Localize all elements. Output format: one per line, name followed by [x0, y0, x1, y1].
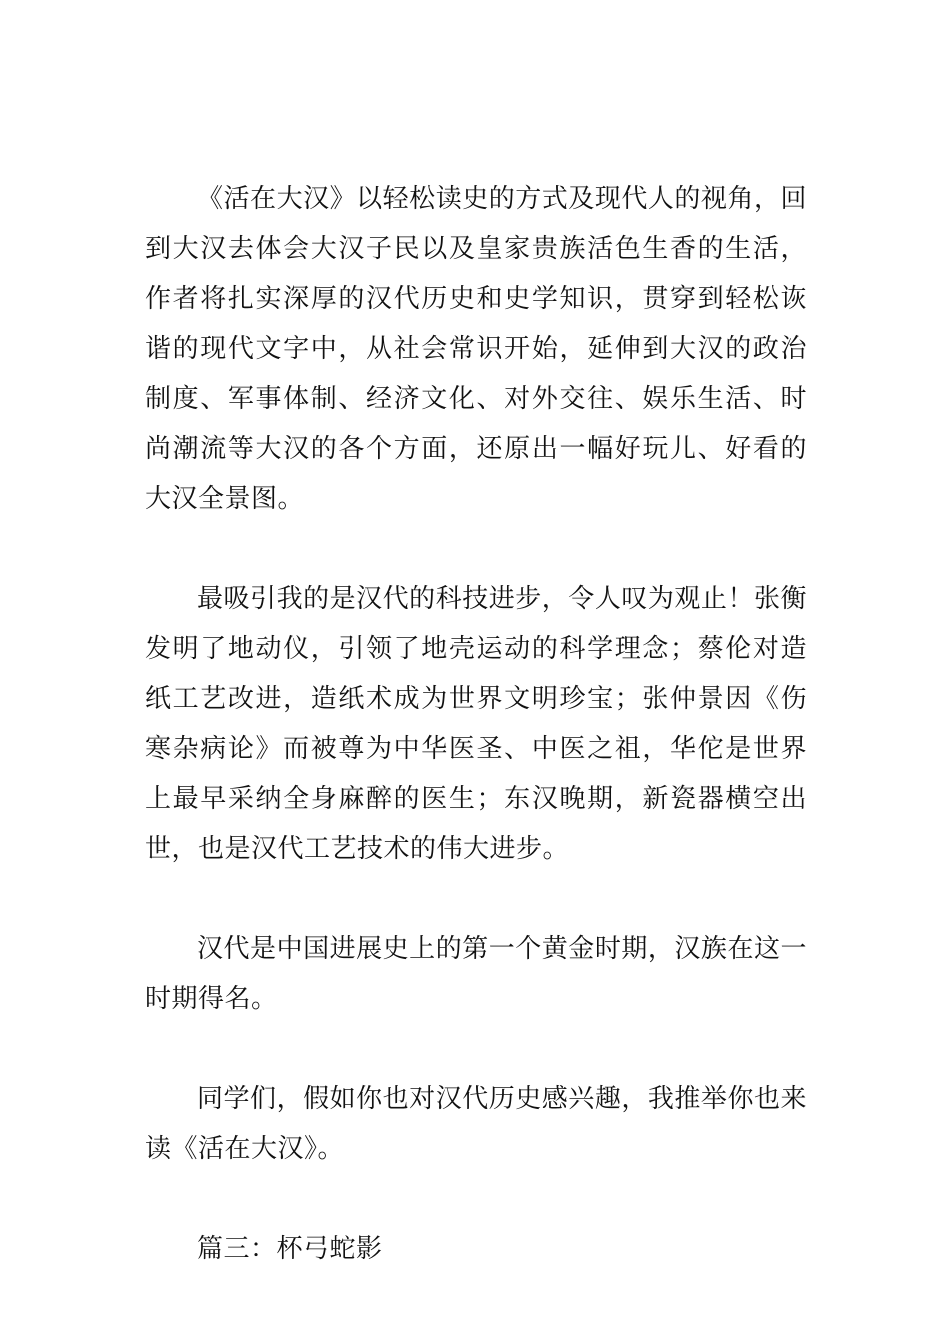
paragraph-book-intro: 《活在大汉》以轻松读史的方式及现代人的视角，回到大汉去体会大汉子民以及皇家贵族活色生香的生活，作者将扎实深厚的汉代历史和史学知识，贯穿到轻松诙谐的现代文字中，从社会常识开始，延伸到大汉的政治制度、军事体制、经济文化、对外交往、娱乐生活、时尚潮流等大汉的各个方面，还原出一幅好玩儿、好看的大汉全景图。: [145, 184, 807, 514]
paragraph-technology: 最吸引我的是汉代的科技进步，令人叹为观止！张衡发明了地动仪，引领了地壳运动的科学理念；蔡伦对造纸工艺改进，造纸术成为世界文明珍宝；张仲景因《伤寒杂病论》而被尊为中华医圣、中医之祖，华佗是世界上最早采纳全身麻醉的医生；东汉晚期，新瓷器横空出世，也是汉代工艺技术的伟大进步。: [145, 584, 807, 864]
paragraph-golden-age: 汉代是中国进展史上的第一个黄金时期，汉族在这一时期得名。: [145, 934, 807, 1014]
paragraph-recommendation: 同学们，假如你也对汉代历史感兴趣，我推举你也来读《活在大汉》。: [145, 1084, 807, 1164]
section-heading: 篇三：杯弓蛇影: [197, 1234, 383, 1264]
document-body: [145, 174, 807, 1274]
